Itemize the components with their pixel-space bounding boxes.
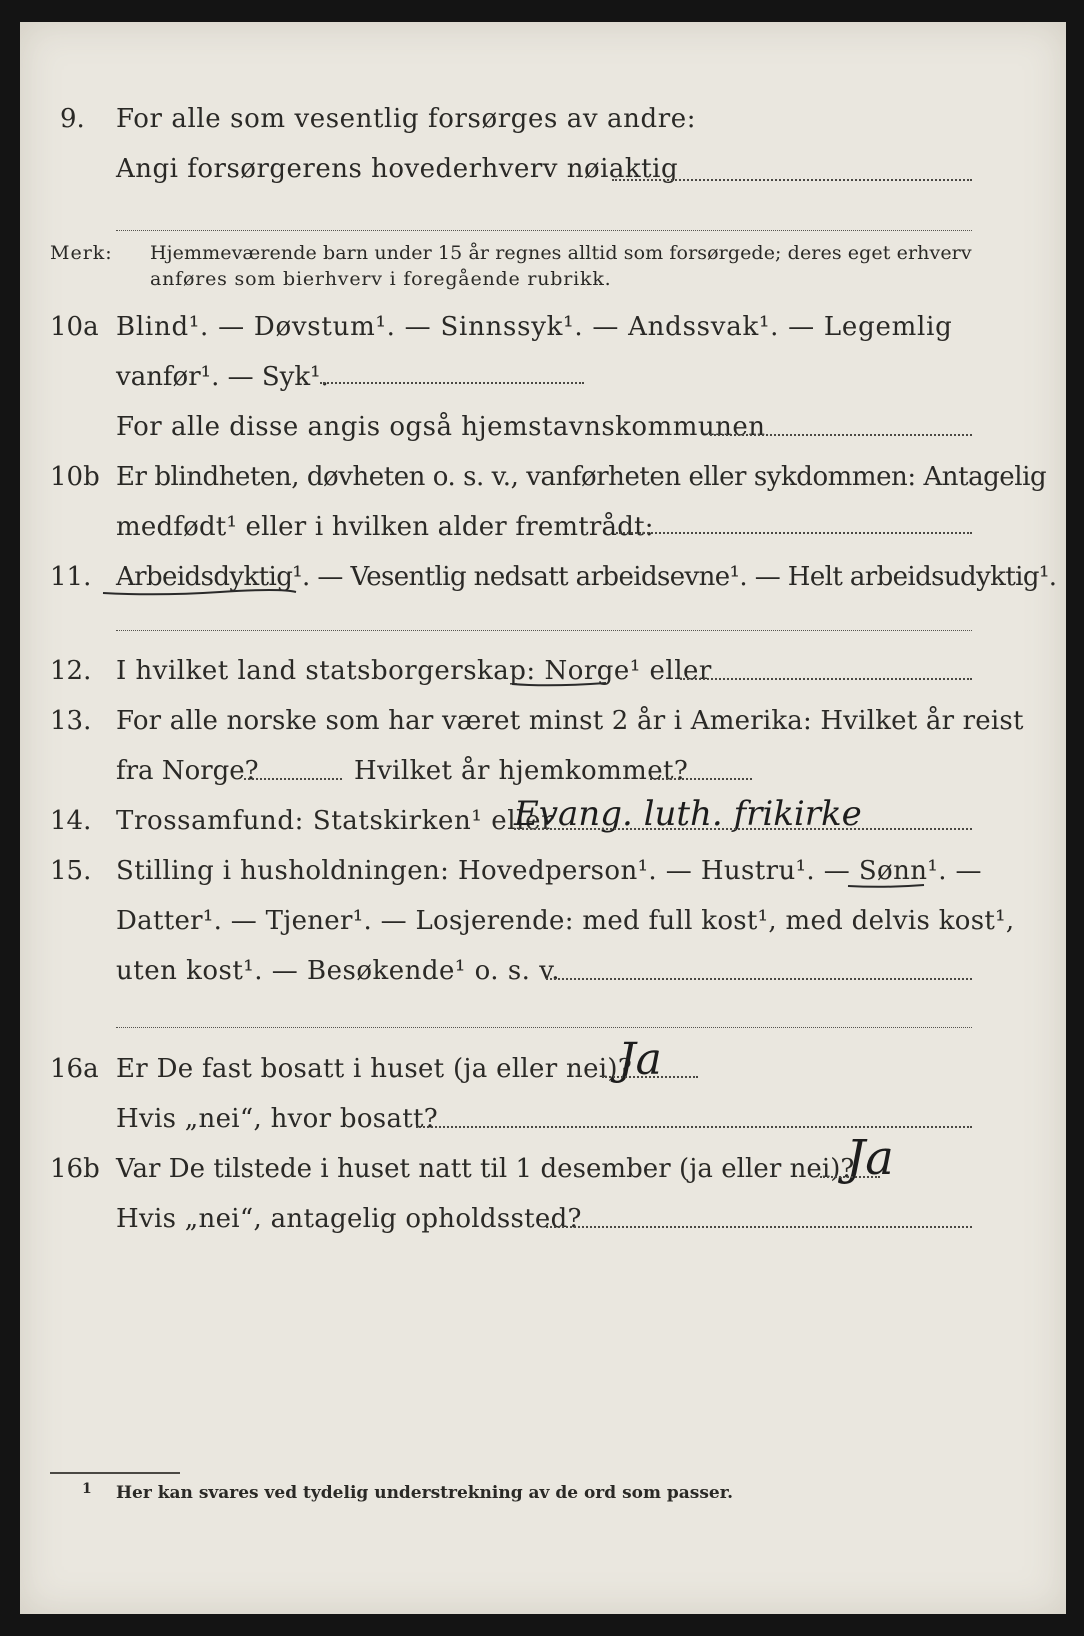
item-16a-answer-line	[602, 1076, 698, 1078]
item-9-separator	[116, 230, 972, 231]
note-line2: anføres som bierhverv i foregående rubrikk.	[150, 268, 612, 290]
item-10b-line1: Er blindheten, døvheten o. s. v., vanførheten eller sykdommen: Antagelig	[116, 462, 1047, 492]
item-13-number: 13.	[50, 706, 92, 736]
item-15-underline-mark	[846, 880, 926, 892]
item-11-underline-mark	[100, 584, 300, 598]
item-16b-line2: Hvis „nei“, antagelig opholdssted?	[116, 1204, 582, 1234]
item-9-number: 9.	[60, 104, 85, 134]
item-14-handwritten-answer: Evang. luth. frikirke	[514, 794, 862, 834]
item-12-answer-line	[680, 678, 972, 680]
footnote-rule	[50, 1472, 180, 1474]
item-10a-line2: vanfør¹. — Syk¹.	[116, 362, 329, 392]
item-16b-answer-line	[820, 1176, 880, 1178]
item-13-line1: For alle norske som har været minst 2 år i Amerika: Hvilket år reist	[116, 706, 1024, 736]
item-14-line1: Trossamfund: Statskirken¹ eller	[116, 806, 555, 836]
item-9-line1: For alle som vesentlig forsørges av andre:	[116, 104, 697, 134]
item-13-departure-line	[244, 778, 342, 780]
item-16a-handwritten-answer: Ja	[618, 1034, 662, 1085]
item-16b-number: 16b	[50, 1154, 100, 1184]
footnote-text: Her kan svares ved tydelig understrekning av de ord som passer.	[116, 1483, 734, 1503]
item-12-underline-mark	[510, 678, 610, 690]
item-10a-number: 10a	[50, 312, 99, 342]
item-15-line2: Datter¹. — Tjener¹. — Losjerende: med full kost¹, med delvis kost¹,	[116, 906, 1015, 936]
note-label: Merk:	[50, 242, 113, 264]
item-13-return-line	[650, 778, 752, 780]
item-12-number: 12.	[50, 656, 92, 686]
item-9-answer-line	[612, 179, 972, 181]
item-12-line1: I hvilket land statsborgerskap: Norge¹ eller	[116, 656, 712, 686]
item-10a-line3: For alle disse angis også hjemstavnskommunen	[116, 412, 766, 442]
item-16b-line1: Var De tilstede i huset natt til 1 desember (ja eller nei)?	[116, 1154, 855, 1184]
note-line1: Hjemmeværende barn under 15 år regnes alltid som forsørgede; deres eget erhverv	[150, 242, 972, 264]
item-10b-line2: medfødt¹ eller i hvilken alder fremtrådt:	[116, 512, 654, 542]
item-16a-line2: Hvis „nei“, hvor bosatt?	[116, 1104, 438, 1134]
item-13-line2b: Hvilket år hjemkommet?	[354, 756, 689, 786]
item-10a-answer-line	[320, 382, 584, 384]
item-15-separator	[116, 1027, 972, 1028]
item-10b-number: 10b	[50, 462, 100, 492]
item-14-answer-line	[514, 828, 972, 830]
item-14-number: 14.	[50, 806, 92, 836]
item-11-number: 11.	[50, 562, 92, 592]
item-15-line3: uten kost¹. — Besøkende¹ o. s. v.	[116, 956, 561, 986]
item-10b-answer-line	[616, 532, 972, 534]
item-16a-number: 16a	[50, 1054, 99, 1084]
item-15-line1: Stilling i husholdningen: Hovedperson¹. — Hustru¹. — Sønn¹. —	[116, 856, 982, 886]
item-9-line2: Angi forsørgerens hovederhverv nøiaktig	[116, 154, 679, 184]
item-13-line2a: fra Norge?	[116, 756, 259, 786]
item-16a-residence-line	[416, 1126, 972, 1128]
footnote-mark: 1	[82, 1481, 92, 1497]
item-10a-line1: Blind¹. — Døvstum¹. — Sinnssyk¹. — Andssvak¹. — Legemlig	[116, 312, 953, 342]
item-10a-municipality-line	[710, 434, 972, 436]
item-16a-line1: Er De fast bosatt i huset (ja eller nei)?	[116, 1054, 633, 1084]
census-form-page	[20, 22, 1066, 1614]
item-11-line1: Arbeidsdyktig¹. — Vesentlig nedsatt arbeidsevne¹. — Helt arbeidsudyktig¹.	[116, 562, 1057, 592]
item-16b-whereabouts-line	[546, 1226, 972, 1228]
item-16b-handwritten-answer: Ja	[846, 1130, 894, 1186]
item-11-separator	[116, 630, 972, 631]
item-15-answer-line	[546, 978, 972, 980]
item-15-number: 15.	[50, 856, 92, 886]
